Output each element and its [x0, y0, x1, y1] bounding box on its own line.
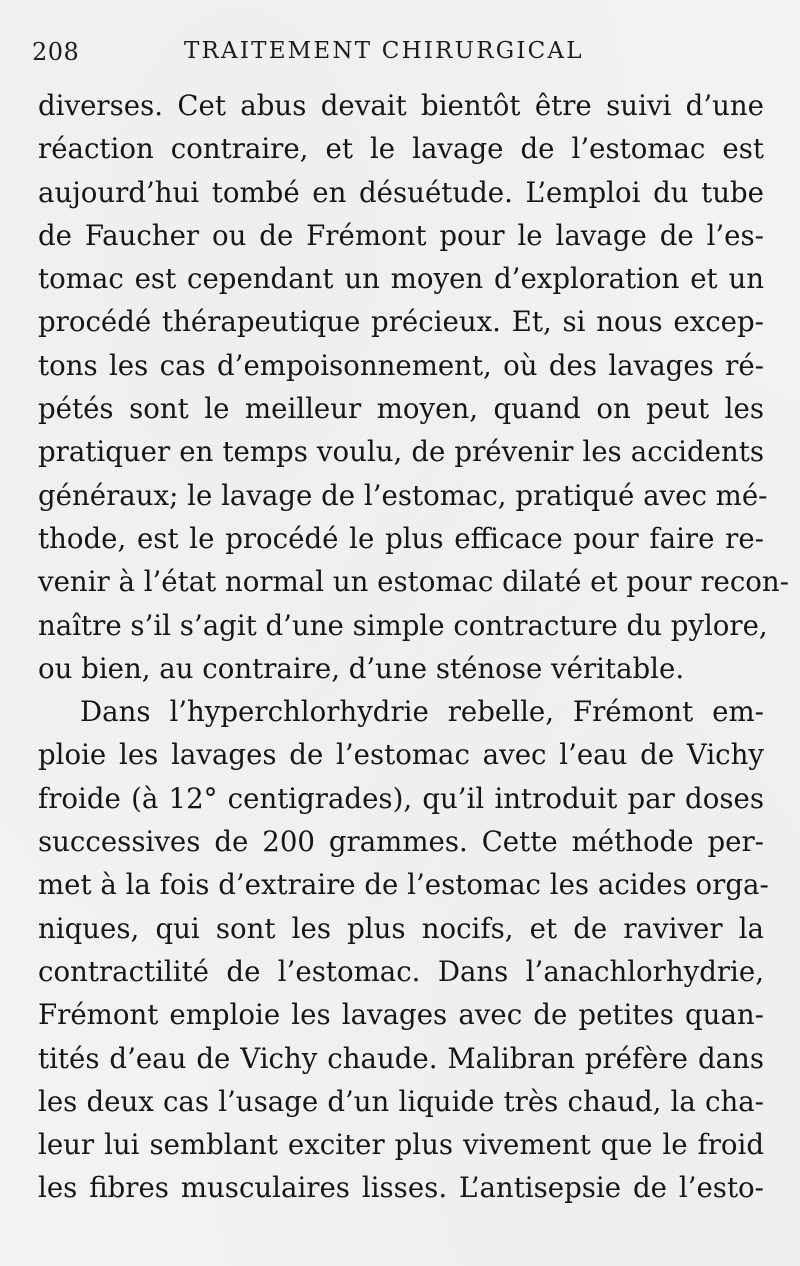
paragraph-2	[38, 690, 769, 1210]
text-line: met à la fois d’extraire de l’estomac les acides orga-	[38, 868, 769, 902]
running-head	[32, 36, 752, 68]
text-line: leur lui semblant exciter plus vivement que le froid	[38, 1128, 764, 1162]
text-line: tités d’eau de Vichy chaude. Malibran préfère dans	[38, 1041, 764, 1075]
paragraph-1	[38, 84, 789, 690]
text-line: thode, est le procédé le plus efficace pour faire re-	[38, 521, 764, 555]
text-line: pratiquer en temps voulu, de prévenir les accidents	[38, 435, 764, 469]
text-line: Frémont emploie les lavages avec de petites quan-	[38, 998, 764, 1032]
text-line: aujourd’hui tombé en désuétude. L’emploi du tube	[38, 175, 764, 209]
text-line: froide (à 12° centigrades), qu’il introduit par doses	[38, 781, 764, 815]
text-line: de Faucher ou de Frémont pour le lavage de l’es-	[38, 218, 764, 252]
text-line: généraux; le lavage de l’estomac, pratiqué avec mé-	[38, 478, 768, 512]
text-line: les fibres musculaires lisses. L’antisepsie de l’esto-	[38, 1171, 764, 1205]
text-line: contractilité de l’estomac. Dans l’anachlorhydrie,	[38, 954, 764, 988]
text-line: les deux cas l’usage d’un liquide très chaud, la cha-	[38, 1084, 764, 1118]
text-line: ou bien, au contraire, d’une sténose véritable.	[38, 651, 685, 685]
text-line: venir à l’état normal un estomac dilaté et pour recon-	[38, 565, 789, 599]
text-line: successives de 200 grammes. Cette méthode per-	[38, 825, 764, 859]
text-line: diverses. Cet abus devait bientôt être suivi d’une	[38, 89, 764, 122]
text-line: naître s’il s’agit d’une simple contracture du pylore,	[38, 608, 768, 642]
text-line: procédé thérapeutique précieux. Et, si nous excep-	[38, 305, 764, 339]
text-line: tons les cas d’empoisonnement, où des lavages ré-	[38, 348, 764, 382]
text-line: Dans l’hyperchlorhydrie rebelle, Frémont em-	[80, 695, 764, 729]
text-line: pétés sont le meilleur moyen, quand on peut les	[38, 392, 764, 426]
text-line: ploie les lavages de l’estomac avec l’eau de Vichy	[38, 738, 764, 772]
body-text	[38, 84, 789, 1210]
text-line: tomac est cependant un moyen d’exploration et un	[38, 262, 764, 296]
text-line: réaction contraire, et le lavage de l’estomac est	[38, 132, 764, 166]
text-line: niques, qui sont les plus nocifs, et de raviver la	[38, 911, 764, 945]
running-title: TRAITEMENT CHIRURGICAL	[184, 38, 584, 64]
page-number: 208	[32, 38, 80, 66]
